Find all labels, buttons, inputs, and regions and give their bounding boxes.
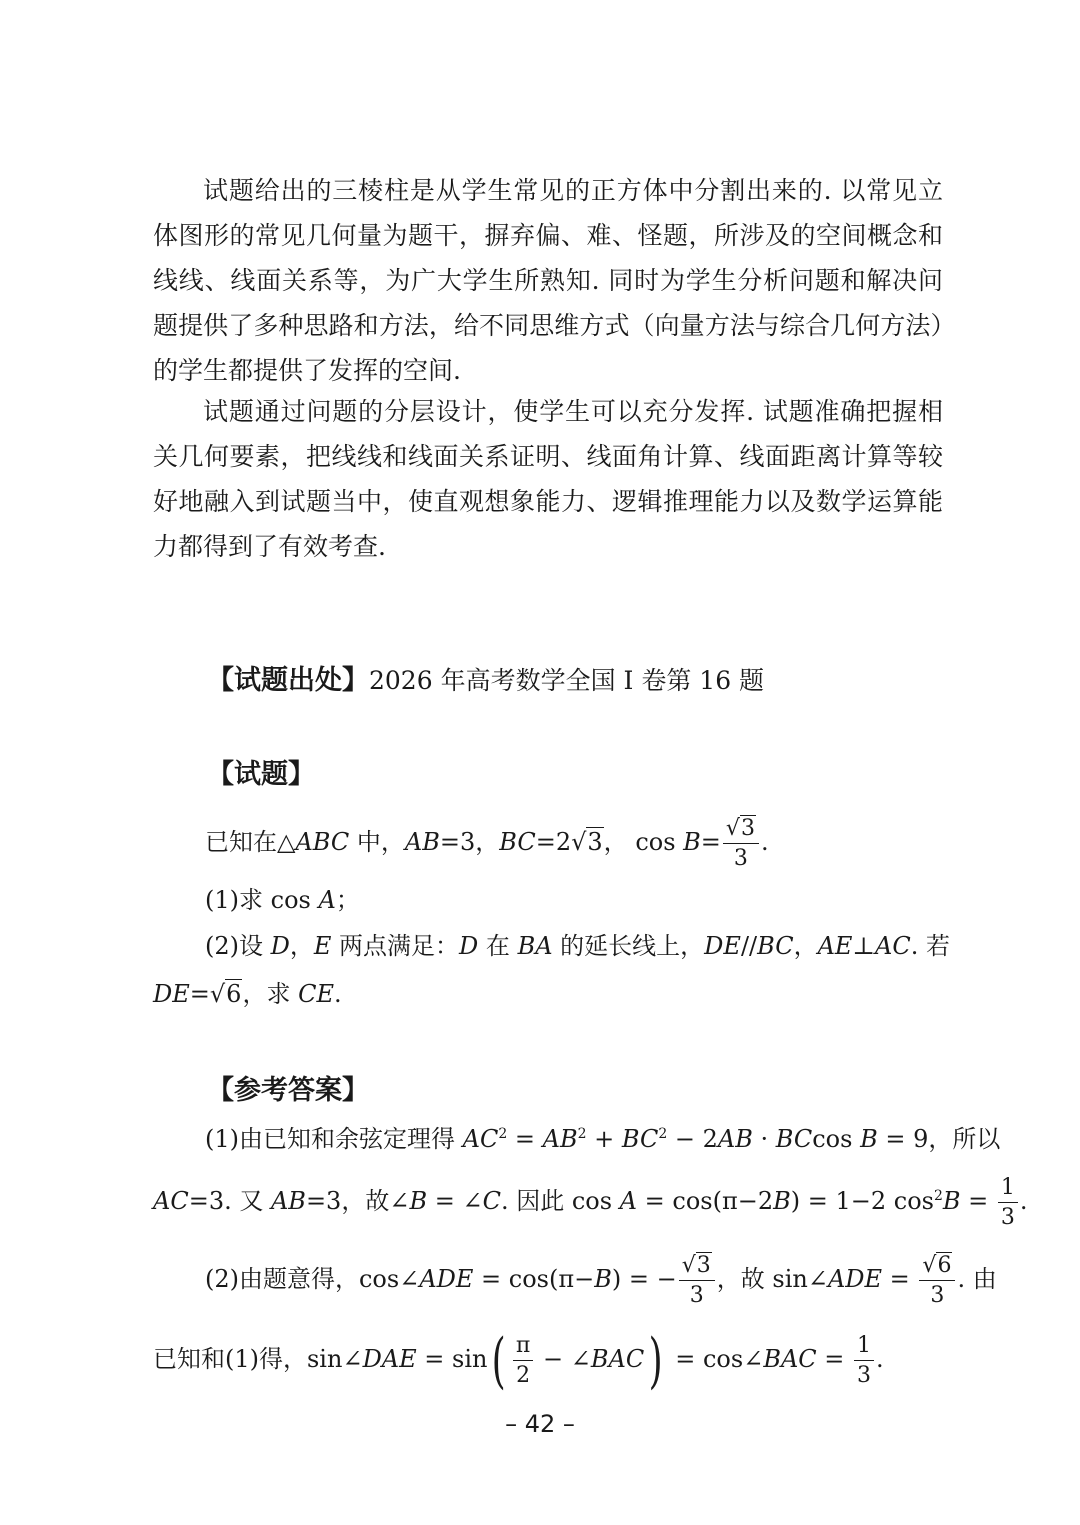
paragraph-analysis-1: 试题给出的三棱柱是从学生常见的正方体中分割出来的. 以常见立体图形的常见几何量为题干，摒弃偏、难、怪题，所涉及的空间概念和线线、线面关系等，为广大学生所熟知. 同时为学生分析问题和解决问题提供了多种思路和方法，给不同思维方式（向量方法与综合几何方法）的学生都提供了发挥的空间. (153, 176, 943, 385)
sqrt-symbol: √6 (209, 980, 242, 1008)
fraction-cosb: $\frac{√3}{3}$ (723, 818, 759, 870)
source-heading (207, 658, 764, 697)
answer-line-1: (1)由已知和余弦定理得 $AC^2 = AB^2 + BC^2 - 2AB \cdot BCcos$ B = 9，所以 (205, 1125, 1001, 1153)
answer-line-4: 已知和(1)得，sin∠DAE = sin( $\frac{\pi}{2}$ − ∠BAC) = cos∠BAC = $\frac{1}{3}$ . (153, 1325, 884, 1396)
problem-statement: 已知在△ABC 中，AB=3，BC=2√3， cos B= $\frac{√3}{3}$ . (205, 812, 769, 872)
sqrt-symbol: √3 (571, 828, 603, 856)
question-1: (1)求 cos A； (205, 886, 360, 914)
question-2-cont: DE=√6，求 CE. (153, 980, 342, 1008)
answer-line-2: AC=3. 又 AB=3，故∠B = ∠C. 因此 cos A = cos(π−2B) = 1−2 $\cos^2B$ = $\frac{1}{3}$ . (153, 1174, 1028, 1230)
fraction-one-third: $\frac{1}{3}$ (854, 1335, 874, 1387)
fraction-cosa: $\frac{1}{3}$ (998, 1177, 1018, 1229)
source-text: 2026 年高考数学全国 I 卷第 16 题 (369, 666, 765, 695)
page-number: – 42 – (505, 1410, 575, 1438)
source-label: 【试题出处】 (207, 665, 369, 696)
answer-line-3: (2)由题意得，cos∠ADE = cos(π−B) = − $\frac{√3}{3}$ ，故 sin∠ADE = $\frac{√6}{3}$ . 由 (205, 1252, 997, 1308)
question-2: (2)设 D，E 两点满足：D 在 BA 的延长线上，DE//BC，AE⊥AC. 若 (205, 932, 950, 960)
fraction-neg-sqrt3: $\frac{√3}{3}$ (679, 1255, 715, 1307)
fraction-pi-over-2: $\frac{\pi}{2}$ (513, 1335, 533, 1387)
left-paren: ( (492, 1325, 507, 1396)
fraction-sqrt6: $\frac{√6}{3}$ (919, 1255, 955, 1307)
problem-heading: 【试题】 (207, 759, 315, 790)
answer-heading: 【参考答案】 (207, 1075, 369, 1106)
paragraph-analysis-2: 试题通过问题的分层设计，使学生可以充分发挥. 试题准确把握相关几何要素，把线线和线面关系证明、线面角计算、线面距离计算等较好地融入到试题当中，使直观想象能力、逻辑推理能力以及数学运算能力都得到了有效考查. (153, 397, 943, 561)
right-paren: ) (648, 1325, 663, 1396)
